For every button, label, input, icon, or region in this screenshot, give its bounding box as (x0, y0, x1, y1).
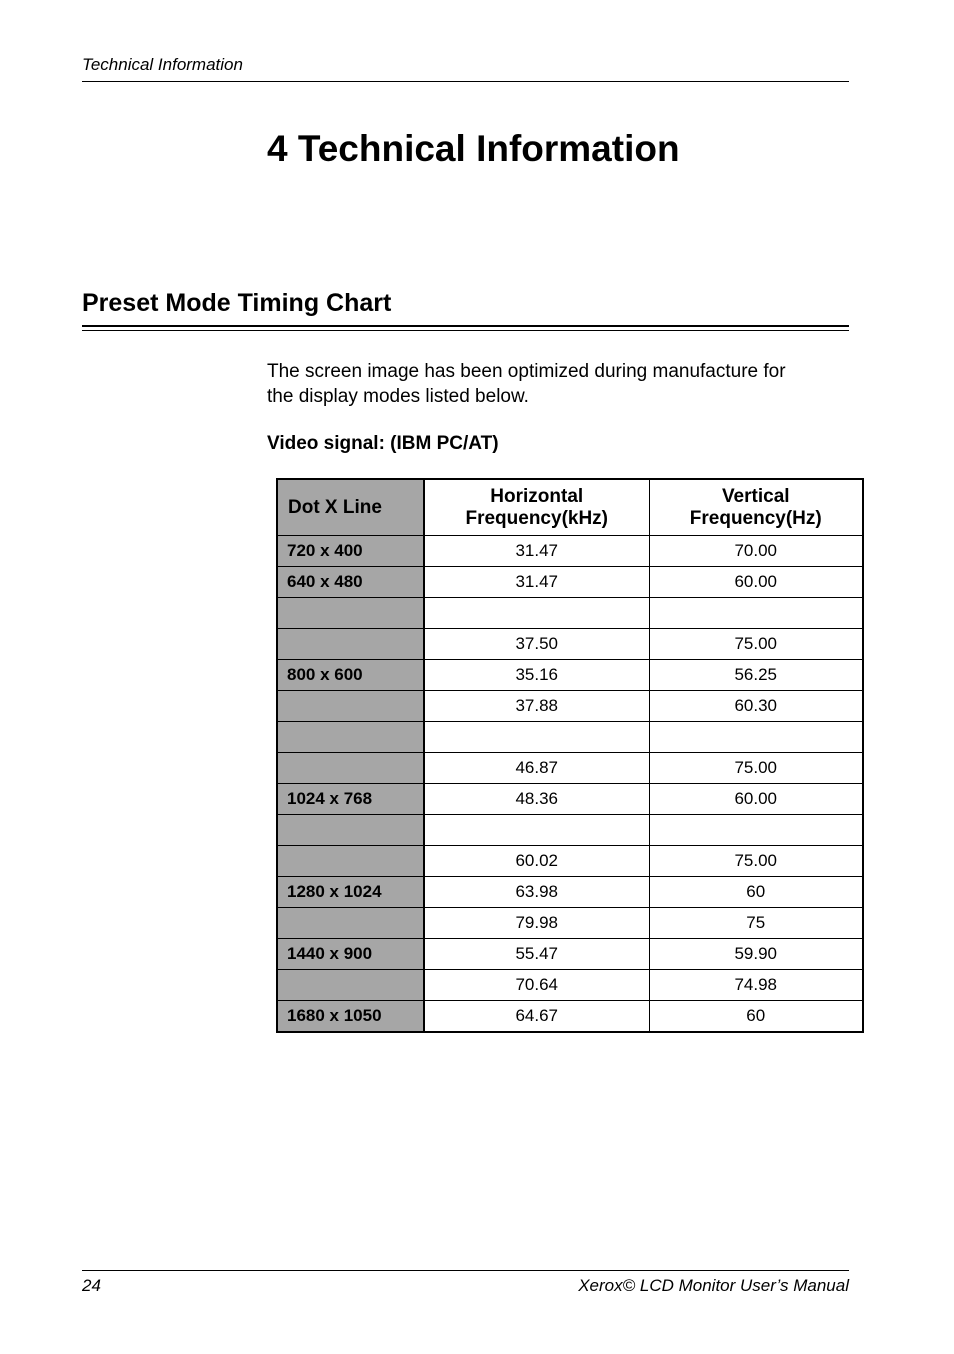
mode-cell (277, 753, 424, 784)
horizontal-frequency-cell (424, 598, 649, 629)
vertical-frequency-cell: 56.25 (649, 660, 863, 691)
header-vfreq-line-2: Frequency(Hz) (689, 507, 822, 529)
horizontal-frequency-cell: 60.02 (424, 846, 649, 877)
vertical-frequency-cell (649, 722, 863, 753)
table-row (277, 970, 863, 1001)
intro-paragraph (267, 359, 847, 409)
vertical-frequency-cell: 74.98 (649, 970, 863, 1001)
footer-manual-title: Xerox© LCD Monitor User’s Manual (578, 1276, 849, 1295)
table-row (277, 784, 863, 815)
table-row (277, 536, 863, 567)
table-row (277, 939, 863, 970)
header-dot-x-line: Dot X Line (277, 479, 424, 536)
vertical-frequency-cell: 75.00 (649, 753, 863, 784)
footer-rule (82, 1270, 849, 1271)
timing-table (276, 478, 864, 1033)
header-hfreq-line-2: Frequency(kHz) (465, 507, 609, 529)
horizontal-frequency-cell: 46.87 (424, 753, 649, 784)
vertical-frequency-cell: 75.00 (649, 846, 863, 877)
mode-cell (277, 815, 424, 846)
mode-cell (277, 629, 424, 660)
mode-cell (277, 722, 424, 753)
running-header: Technical Information (82, 55, 243, 74)
horizontal-frequency-cell: 63.98 (424, 877, 649, 908)
video-signal-label: Video signal: (IBM PC/AT) (267, 433, 499, 454)
vertical-frequency-cell: 60 (649, 1001, 863, 1033)
section-heading: Preset Mode Timing Chart (82, 289, 392, 317)
table-row (277, 815, 863, 846)
horizontal-frequency-cell: 35.16 (424, 660, 649, 691)
header-rule (82, 81, 849, 82)
vertical-frequency-cell (649, 598, 863, 629)
section-rule (82, 325, 849, 331)
horizontal-frequency-cell: 48.36 (424, 784, 649, 815)
table-row (277, 846, 863, 877)
vertical-frequency-cell: 75 (649, 908, 863, 939)
mode-cell: 800 x 600 (277, 660, 424, 691)
table-row (277, 691, 863, 722)
table-row (277, 567, 863, 598)
vertical-frequency-cell: 75.00 (649, 629, 863, 660)
horizontal-frequency-cell: 37.88 (424, 691, 649, 722)
horizontal-frequency-cell: 31.47 (424, 567, 649, 598)
mode-cell: 1280 x 1024 (277, 877, 424, 908)
vertical-frequency-cell: 60.00 (649, 567, 863, 598)
mode-cell: 720 x 400 (277, 536, 424, 567)
table-header-row (277, 479, 863, 536)
table-row (277, 908, 863, 939)
horizontal-frequency-cell: 31.47 (424, 536, 649, 567)
vertical-frequency-cell: 60 (649, 877, 863, 908)
vertical-frequency-cell (649, 815, 863, 846)
horizontal-frequency-cell: 70.64 (424, 970, 649, 1001)
table-row (277, 877, 863, 908)
chapter-title: 4 Technical Information (267, 128, 680, 169)
table-row (277, 629, 863, 660)
mode-cell (277, 598, 424, 629)
horizontal-frequency-cell (424, 722, 649, 753)
horizontal-frequency-cell: 37.50 (424, 629, 649, 660)
intro-line-1: The screen image has been optimized during manufacture for (267, 361, 786, 382)
table-row (277, 660, 863, 691)
table-row (277, 1001, 863, 1033)
table-row (277, 598, 863, 629)
header-hfreq-line-1: Horizontal (490, 485, 584, 507)
vertical-frequency-cell: 59.90 (649, 939, 863, 970)
horizontal-frequency-cell: 55.47 (424, 939, 649, 970)
mode-cell (277, 846, 424, 877)
vertical-frequency-cell: 60.00 (649, 784, 863, 815)
mode-cell (277, 691, 424, 722)
horizontal-frequency-cell (424, 815, 649, 846)
mode-cell: 1024 x 768 (277, 784, 424, 815)
mode-cell (277, 970, 424, 1001)
page-number: 24 (82, 1276, 101, 1295)
header-vertical-frequency (649, 479, 863, 536)
table-row (277, 722, 863, 753)
horizontal-frequency-cell: 79.98 (424, 908, 649, 939)
mode-cell: 1440 x 900 (277, 939, 424, 970)
vertical-frequency-cell: 70.00 (649, 536, 863, 567)
table-row (277, 753, 863, 784)
mode-cell (277, 908, 424, 939)
header-horizontal-frequency (424, 479, 649, 536)
vertical-frequency-cell: 60.30 (649, 691, 863, 722)
header-vfreq-line-1: Vertical (721, 485, 790, 507)
mode-cell: 640 x 480 (277, 567, 424, 598)
mode-cell: 1680 x 1050 (277, 1001, 424, 1033)
intro-line-2: the display modes listed below. (267, 386, 529, 407)
horizontal-frequency-cell: 64.67 (424, 1001, 649, 1033)
